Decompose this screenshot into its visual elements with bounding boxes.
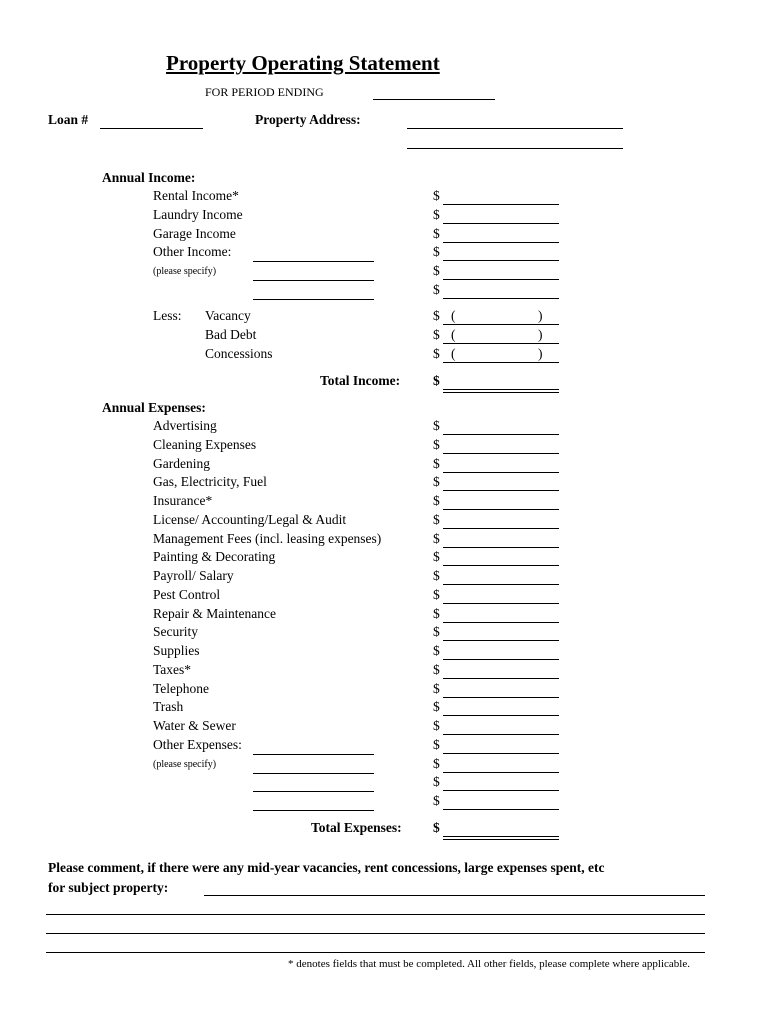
open-paren: ( [451,327,456,342]
amount-field[interactable] [443,260,559,261]
dollar-sign: $ [433,418,440,433]
dollar-sign: $ [433,718,440,733]
expense-item: Telephone [153,681,210,696]
amount-field[interactable] [443,753,559,754]
dollar-sign: $ [433,207,440,222]
other-expense-specify-field[interactable] [253,810,374,811]
dollar-sign: $ [433,263,440,278]
amount-field[interactable] [443,298,559,299]
expense-item: Management Fees (incl. leasing expenses) [153,531,382,546]
footnote: * denotes fields that must be completed. All other fields, please complete where applicable. [288,958,690,970]
total-expenses-label: Total Expenses: [311,820,402,835]
amount-field[interactable] [443,734,559,735]
dollar-sign: $ [433,756,440,771]
expense-item: Gardening [153,456,210,471]
amount-field[interactable] [443,547,559,548]
dollar-sign: $ [433,456,440,471]
dollar-sign: $ [433,624,440,639]
expense-item: Painting & Decorating [153,549,276,564]
deduction-item: Vacancy [205,308,251,323]
other-income-specify-field[interactable] [253,299,374,300]
close-paren: ) [538,346,543,361]
comment-field[interactable] [204,895,705,896]
amount-field[interactable] [443,584,559,585]
amount-field[interactable] [443,528,559,529]
close-paren: ) [538,308,543,323]
dollar-sign: $ [433,512,440,527]
property-address-label: Property Address: [255,112,361,127]
comment-prompt-subject: for subject property: [48,880,169,895]
expense-item: Taxes* [153,662,192,677]
amount-field[interactable] [443,279,559,280]
annual-income-heading: Annual Income: [102,170,196,185]
annual-expenses-heading: Annual Expenses: [102,400,206,415]
dollar-sign: $ [433,587,440,602]
expense-item: Payroll/ Salary [153,568,234,583]
dollar-sign: $ [433,373,440,388]
other-expense-specify-field[interactable] [253,791,374,792]
dollar-sign: $ [433,681,440,696]
expense-item: Security [153,624,198,639]
expense-item: Pest Control [153,587,221,602]
deduction-amount-field[interactable] [443,343,559,344]
other-income-specify-field[interactable] [253,261,374,262]
deduction-item: Concessions [205,346,273,361]
amount-field[interactable] [443,472,559,473]
expense-item: Insurance* [153,493,213,508]
dollar-sign: $ [433,308,440,323]
amount-field[interactable] [443,622,559,623]
expense-item: Cleaning Expenses [153,437,257,452]
other-expense-specify-field[interactable] [253,754,374,755]
dollar-sign: $ [433,188,440,203]
amount-field[interactable] [443,697,559,698]
total-income-label: Total Income: [320,373,401,388]
dollar-sign: $ [433,346,440,361]
income-item: Laundry Income [153,207,243,222]
page-title: Property Operating Statement [166,51,440,75]
expense-item: Other Expenses: [153,737,242,752]
deduction-item: Bad Debt [205,327,257,342]
less-label: Less: [153,308,182,323]
expense-item: Gas, Electricity, Fuel [153,474,267,489]
total-income-field[interactable] [443,389,559,393]
dollar-sign: $ [433,437,440,452]
income-item: Other Income: [153,244,232,259]
expense-item: Advertising [153,418,217,433]
amount-field[interactable] [443,772,559,773]
income-item: Garage Income [153,226,236,241]
loan-number-field[interactable] [100,128,203,129]
open-paren: ( [451,346,456,361]
total-expenses-field[interactable] [443,836,559,840]
dollar-sign: $ [433,737,440,752]
income-item: Rental Income* [153,188,239,203]
other-income-specify-field[interactable] [253,280,374,281]
expense-item: Supplies [153,643,200,658]
comment-field[interactable] [46,914,705,915]
dollar-sign: $ [433,699,440,714]
expense-item: License/ Accounting/Legal & Audit [153,512,347,527]
dollar-sign: $ [433,662,440,677]
period-ending-label: FOR PERIOD ENDING [205,85,324,99]
amount-field[interactable] [443,790,559,791]
dollar-sign: $ [433,282,440,297]
other-expense-specify-field[interactable] [253,773,374,774]
amount-field[interactable] [443,640,559,641]
amount-field[interactable] [443,223,559,224]
expense-item: Trash [153,699,184,714]
dollar-sign: $ [433,793,440,808]
amount-field[interactable] [443,565,559,566]
amount-field[interactable] [443,204,559,205]
dollar-sign: $ [433,493,440,508]
dollar-sign: $ [433,327,440,342]
expense-specify-note: (please specify) [153,759,217,770]
deduction-amount-field[interactable] [443,324,559,325]
dollar-sign: $ [433,226,440,241]
expense-item: Water & Sewer [153,718,236,733]
amount-field[interactable] [443,678,559,679]
dollar-sign: $ [433,774,440,789]
comment-field[interactable] [46,952,705,953]
loan-label: Loan # [48,112,89,127]
comment-prompt: Please comment, if there were any mid-year vacancies, rent concessions, large expenses spent, etc [48,860,605,875]
close-paren: ) [538,327,543,342]
amount-field[interactable] [443,809,559,810]
dollar-sign: $ [433,549,440,564]
dollar-sign: $ [433,568,440,583]
amount-field[interactable] [443,659,559,660]
dollar-sign: $ [433,244,440,259]
amount-field[interactable] [443,242,559,243]
open-paren: ( [451,308,456,323]
dollar-sign: $ [433,606,440,621]
amount-field[interactable] [443,603,559,604]
income-specify-note: (please specify) [153,266,217,277]
dollar-sign: $ [433,474,440,489]
amount-field[interactable] [443,715,559,716]
expense-item: Repair & Maintenance [153,606,276,621]
amount-field[interactable] [443,509,559,510]
property-address-field-1[interactable] [407,128,623,129]
amount-field[interactable] [443,453,559,454]
dollar-sign: $ [433,531,440,546]
amount-field[interactable] [443,490,559,491]
dollar-sign: $ [433,643,440,658]
amount-field[interactable] [443,434,559,435]
period-ending-field[interactable] [373,99,495,100]
comment-field[interactable] [46,933,705,934]
property-address-field-2[interactable] [407,148,623,149]
dollar-sign: $ [433,820,440,835]
deduction-amount-field[interactable] [443,362,559,363]
